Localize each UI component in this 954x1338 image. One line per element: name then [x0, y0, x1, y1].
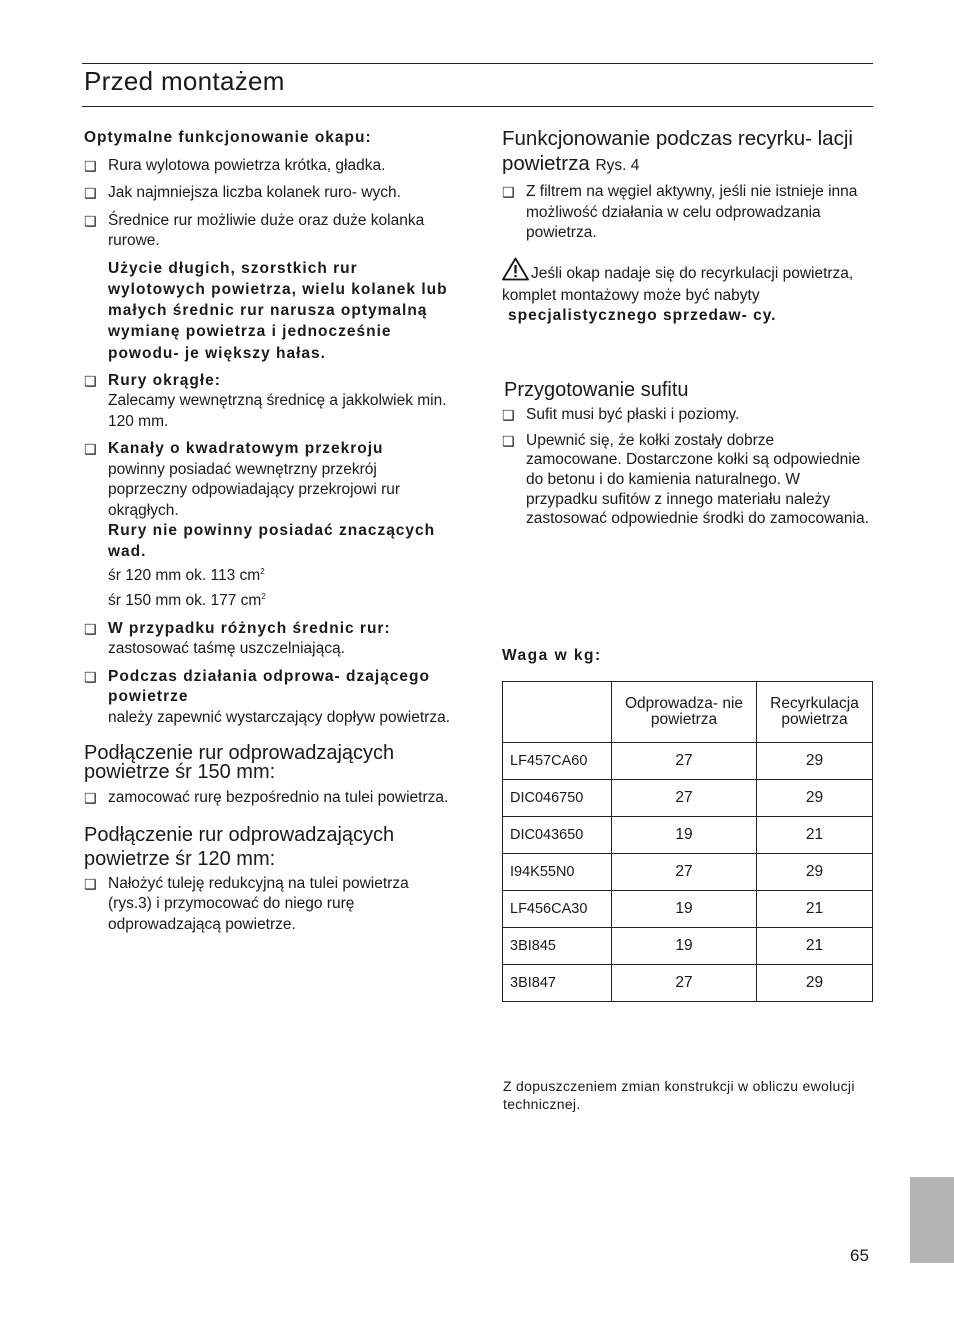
- table-corner-cell: [503, 682, 612, 743]
- recirc-cell: 29: [757, 965, 873, 1002]
- page-number: 65: [850, 1246, 869, 1265]
- checkbox-icon: ❑: [502, 184, 515, 200]
- item-text: Rura wylotowa powietrza krótka, gładka.: [108, 156, 386, 174]
- round-head: Rury okrągłe:: [108, 371, 221, 389]
- table-row: [503, 965, 873, 1002]
- exhaust-cell: 19: [612, 817, 757, 854]
- weight-label: Waga w kg:: [502, 647, 602, 664]
- checkbox-icon: ❑: [84, 185, 97, 201]
- optimal-heading: Optymalne funkcjonowanie okapu:: [84, 129, 372, 146]
- list-item-operation: [84, 667, 454, 729]
- table-row: [503, 891, 873, 928]
- square-head: Kanały o kwadratowym przekroju: [108, 440, 384, 458]
- table-row: [503, 743, 873, 780]
- col-exhaust-header: Odprowadza- nie powietrza: [612, 682, 757, 743]
- checkbox-icon: ❑: [502, 432, 515, 449]
- warning-triangle-icon: [502, 257, 529, 287]
- model-cell: 3BI845: [503, 928, 612, 965]
- checkbox-icon: ❑: [84, 875, 97, 892]
- table-row: [503, 854, 873, 891]
- item-text: zamocować rurę bezpośrednio na tulei powietrza.: [108, 789, 449, 807]
- round-text: Zalecamy wewnętrzną średnicę a jakkolwiek min. 120 mm.: [108, 392, 447, 430]
- item-text: Średnice rur możliwie duże oraz duże kolanka rurowe.: [108, 211, 425, 249]
- diff-text: zastosować taśmę uszczelniającą.: [108, 640, 345, 658]
- list-item: [502, 405, 874, 426]
- checkbox-icon: ❑: [84, 441, 97, 458]
- footer-note: Z dopuszczeniem zmian konstrukcji w obliczu ewolucji technicznej.: [503, 1078, 855, 1112]
- square-text: powinny posiadać wewnętrzny przekrój poprzeczny odpowiadający przekrojowi rur okrągłych.: [108, 460, 401, 519]
- list-item: [84, 788, 454, 809]
- list-item: [84, 211, 454, 252]
- exhaust-cell: 27: [612, 854, 757, 891]
- diff-head: W przypadku różnych średnic rur:: [108, 619, 391, 637]
- top-rule: [82, 63, 873, 64]
- recirc-title: Funkcjonowanie podczas recyrku- lacji powietrza Rys. 4: [502, 127, 853, 175]
- list-item-square: [84, 439, 454, 611]
- table-row: [503, 817, 873, 854]
- checkbox-icon: ❑: [84, 620, 97, 637]
- recirc-cell: 21: [757, 817, 873, 854]
- recirc-cell: 29: [757, 780, 873, 817]
- square-line1: śr 120 mm ok. 113 $cm^2$: [108, 567, 265, 585]
- item-text: Jak najmniejsza liczba kolanek ruro- wych.: [108, 184, 401, 201]
- list-item: [502, 431, 874, 530]
- recirc-cell: 21: [757, 891, 873, 928]
- col-recirc-header: Recyrkulacja powietrza: [757, 682, 873, 743]
- recirc-cell: 29: [757, 854, 873, 891]
- list-item: [84, 156, 454, 177]
- list-item: [502, 182, 874, 244]
- item-text: Upewnić się, że kołki zostały dobrze zamocowane. Dostarczone kołki są odpowiednie do betonu i do kamienia naturalnego. W przypadku sufitów z innego materiału należy zastosować odpowiednie środki do zamocowania.: [526, 431, 869, 528]
- model-cell: DIC046750: [503, 780, 612, 817]
- exhaust-cell: 27: [612, 780, 757, 817]
- title-underline: [82, 106, 873, 107]
- weight-table: [502, 681, 873, 1002]
- long-pipes-warning: Użycie długich, szorstkich rur wylotowych powietrza, wielu kolanek lub małych średnic rur narusza optymalną wymianę powietrza i jednocześnie powodu- je większy hałas.: [108, 259, 448, 362]
- model-cell: I94K55N0: [503, 854, 612, 891]
- model-cell: DIC043650: [503, 817, 612, 854]
- list-item-diff: [84, 619, 454, 660]
- list-item: [84, 183, 454, 204]
- list-item: [84, 874, 454, 936]
- checkbox-icon: ❑: [84, 212, 97, 229]
- model-cell: LF456CA30: [503, 891, 612, 928]
- conn120-title: Podłączenie rur odprowadzających powietrze śr 120 mm:: [84, 823, 395, 870]
- model-cell: LF457CA60: [503, 743, 612, 780]
- exhaust-cell: 19: [612, 891, 757, 928]
- left-column: [84, 128, 454, 942]
- page-title: Przed montażem: [84, 66, 285, 96]
- exhaust-cell: 27: [612, 743, 757, 780]
- item-text: Sufit musi być płaski i poziomy.: [526, 406, 740, 423]
- conn150-title: Podłączenie rur odprowadzających powietrze śr 150 mm:: [84, 742, 395, 784]
- exhaust-cell: 27: [612, 965, 757, 1002]
- operation-text: należy zapewnić wystarczający dopływ powietrza.: [108, 708, 451, 726]
- checkbox-icon: ❑: [84, 668, 97, 685]
- checkbox-icon: ❑: [84, 372, 97, 389]
- model-cell: 3BI847: [503, 965, 612, 1002]
- item-text: Nałożyć tuleję redukcyjną na tulei powietrza (rys.3) i przymocować do niego rurę odprowadzającą powietrze.: [108, 874, 409, 933]
- recirc-figure-ref: Rys. 4: [595, 157, 640, 174]
- recirc-warning: Jeśli okap nadaje się do recyrkulacji powietrza, komplet montażowy może być nabyty specjalistycznego sprzedaw- cy.: [502, 257, 874, 326]
- ceiling-title: Przygotowanie sufitu: [504, 379, 689, 401]
- table-row: [503, 928, 873, 965]
- list-item-round: [84, 371, 454, 433]
- right-column: [502, 126, 874, 664]
- table-row: [503, 780, 873, 817]
- item-text: Z filtrem na węgiel aktywny, jeśli nie istnieje inna możliwość działania w celu odprowadzania powietrza.: [526, 183, 858, 241]
- checkbox-icon: ❑: [502, 407, 515, 423]
- square-bold: Rury nie powinny posiadać znaczących wad.: [108, 522, 436, 560]
- page-edge-tab: [910, 1177, 954, 1263]
- square-line2: śr 150 mm ok. 177 $cm^2$: [108, 592, 266, 610]
- checkbox-icon: ❑: [84, 790, 97, 807]
- exhaust-cell: 19: [612, 928, 757, 965]
- recirc-cell: 29: [757, 743, 873, 780]
- table-header-row: [503, 682, 873, 743]
- recirc-cell: 21: [757, 928, 873, 965]
- operation-head: Podczas działania odprowa- dzającego powietrze: [108, 667, 430, 706]
- checkbox-icon: ❑: [84, 157, 97, 174]
